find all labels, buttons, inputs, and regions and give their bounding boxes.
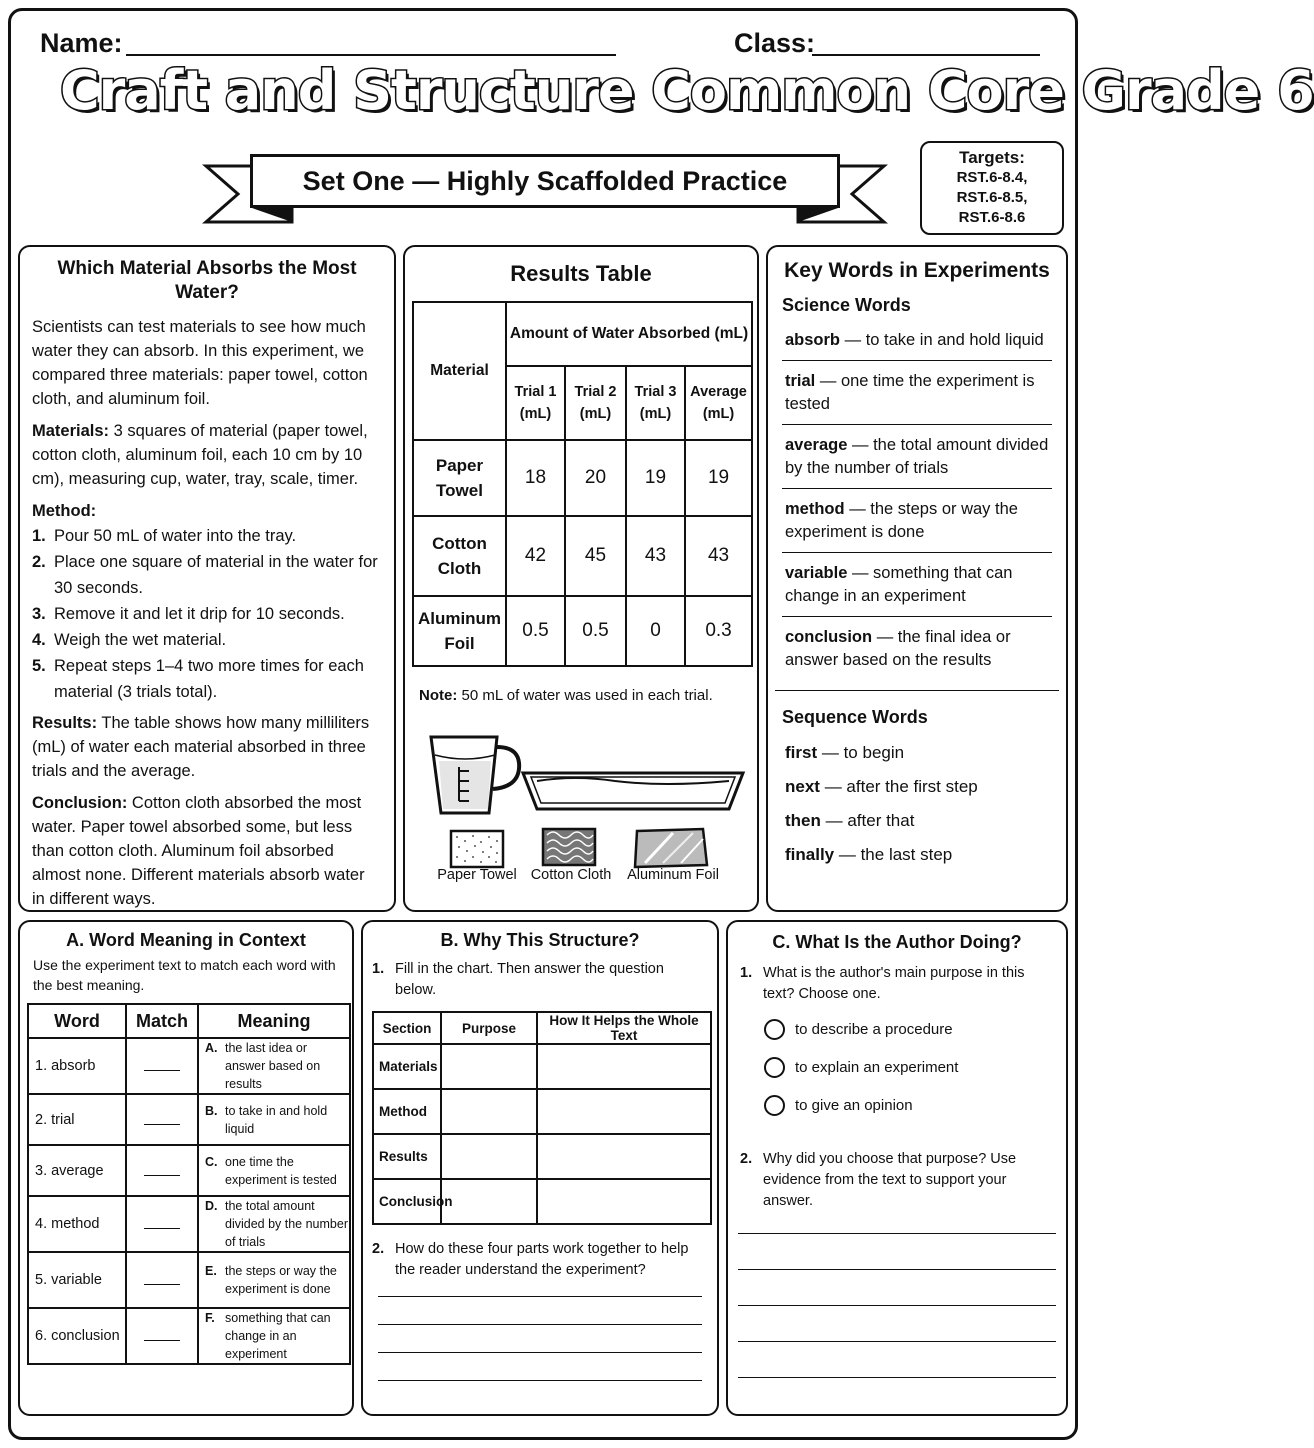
results-table (412, 301, 753, 667)
sequence-word-entry: first — to begin (785, 743, 905, 762)
aluminum-foil-label: Aluminum Foil (627, 867, 719, 883)
radio-circle[interactable] (764, 1019, 785, 1040)
tray-icon (523, 773, 743, 809)
question-2: 2. How do these four parts work together to help the reader understand the experiment? (372, 1241, 689, 1278)
method-steps (32, 523, 382, 705)
table-row: Cotton Cloth 42 45 43 43 (413, 516, 752, 596)
materials-text: 3 squares of material (paper towel, cotton cloth, aluminum foil, each 10 cm by 10 cm), measuring cup, water, tray, scale, timer. (32, 422, 368, 488)
radio-circle[interactable] (764, 1057, 785, 1078)
conclusion-label: Conclusion: (32, 794, 128, 812)
paper-towel-label: Paper Towel (437, 867, 517, 883)
section-c-panel (726, 920, 1068, 1416)
col-header: Purpose (441, 1012, 537, 1044)
table-row: Aluminum Foil 0.5 0.5 0 0.3 (413, 596, 752, 666)
helps-cell[interactable] (537, 1179, 711, 1224)
col-header: Trial 2 (mL) (565, 366, 626, 440)
table-row: Materials (373, 1044, 711, 1089)
answer-line[interactable] (378, 1325, 702, 1353)
worksheet-title: Craft and Structure Common Core Grade 6 (60, 59, 1314, 122)
table-row: 1. absorb A. the last idea or answer based on results (28, 1038, 350, 1094)
paper-towel-icon (451, 831, 503, 867)
materials-label: Materials: (32, 422, 110, 440)
col-header: Word (28, 1004, 126, 1038)
key-word-entry: method — the steps or way the experiment is done (782, 489, 1052, 553)
conclusion-paragraph (32, 791, 382, 911)
results-text: The table shows how many milliliters (mL) of water each material absorbed in three trials and the average. (32, 714, 370, 780)
option-describe[interactable]: to describe a procedure (764, 1015, 1054, 1043)
conclusion-text: Cotton cloth absorbed the most water. Paper towel absorbed some, but less than cotton cloth. Aluminum foil absorbed almost none. Different materials absorb water in different ways. (32, 794, 365, 908)
answer-line[interactable] (378, 1281, 702, 1297)
sequence-word-entry: then — after that (785, 811, 915, 830)
col-header: Average (mL) (685, 366, 752, 440)
option-opinion[interactable]: to give an opinion (764, 1091, 1054, 1119)
key-word-entry: average — the total amount divided by the number of trials (782, 425, 1052, 489)
science-words-heading: Science Words (782, 295, 911, 315)
section-c-title: C. What Is the Author Doing? (772, 932, 1022, 952)
col-group: Amount of Water Absorbed (mL) (506, 302, 752, 366)
option-explain[interactable]: to explain an experiment (764, 1053, 1054, 1081)
experiment-illustration (425, 725, 745, 905)
sequence-word-entry: next — after the first step (785, 777, 978, 796)
targets-box (920, 141, 1064, 235)
section-a-panel (18, 920, 354, 1416)
table-row: Results (373, 1134, 711, 1179)
purpose-cell[interactable] (441, 1089, 537, 1134)
results-panel (403, 245, 759, 912)
table-row: Method (373, 1089, 711, 1134)
question-1: 1. Fill in the chart. Then answer the question below. (372, 961, 664, 998)
col-header: Match (126, 1004, 198, 1038)
section-b-panel (361, 920, 719, 1416)
table-row: 6. conclusion F. something that can change in an experiment (28, 1308, 350, 1364)
key-word-entry: conclusion — the final idea or answer based on the results (785, 628, 1011, 669)
name-line[interactable] (126, 54, 616, 56)
section-a-instructions: Use the experiment text to match each word with the best meaning. (33, 957, 336, 993)
helps-cell[interactable] (537, 1089, 711, 1134)
match-blank[interactable] (144, 1057, 180, 1071)
passage-intro: Scientists can test materials to see how much water they can absorb. In this experiment, we compared three materials: paper towel, cotton cloth, and aluminum foil. (32, 318, 368, 408)
targets-title: Targets: (959, 148, 1025, 167)
method-step: 3. Remove it and let it drip for 10 seconds. (32, 605, 345, 623)
purpose-cell[interactable] (441, 1134, 537, 1179)
section-a-title: A. Word Meaning in Context (66, 930, 306, 950)
answer-line[interactable] (378, 1353, 702, 1381)
sequence-words-heading: Sequence Words (782, 707, 928, 727)
helps-cell[interactable] (537, 1134, 711, 1179)
method-step: 5. Repeat steps 1–4 two more times for each material (3 trials total). (32, 657, 364, 701)
table-row: Paper Towel 18 20 19 19 (413, 440, 752, 516)
results-note: Note: 50 mL of water was used in each trial. (419, 687, 713, 704)
question-2: 2. Why did you choose that purpose? Use evidence from the text to support your answer. (740, 1151, 1017, 1209)
table-row: 4. method D. the total amount divided by the number of trials (28, 1196, 350, 1252)
key-word-entry: variable — something that can change in an experiment (782, 553, 1052, 617)
table-row: 3. average C. one time the experiment is tested (28, 1145, 350, 1196)
helps-cell[interactable] (537, 1044, 711, 1089)
results-label: Results: (32, 714, 98, 732)
target-item: RST.6-8.6 (958, 209, 1026, 226)
key-word-entry: trial — one time the experiment is tested (782, 361, 1052, 425)
class-label: Class: (734, 28, 816, 58)
question-1: 1. What is the author's main purpose in this text? Choose one. (740, 965, 1025, 1002)
match-blank[interactable] (144, 1162, 180, 1176)
aluminum-foil-icon (635, 829, 707, 867)
key-words-title: Key Words in Experiments (784, 259, 1050, 282)
match-blank[interactable] (144, 1271, 180, 1285)
answer-line[interactable] (738, 1342, 1056, 1378)
col-header: Trial 3 (mL) (626, 366, 685, 440)
col-header: Meaning (198, 1004, 350, 1038)
col-material: Material (413, 302, 506, 440)
match-blank[interactable] (144, 1327, 180, 1341)
col-header: Trial 1 (mL) (506, 366, 565, 440)
col-header: Section (373, 1012, 441, 1044)
divider (775, 690, 1059, 691)
results-paragraph (32, 711, 382, 783)
sequence-word-entry: finally — the last step (785, 845, 953, 864)
banner-text: Set One — Highly Scaffolded Practice (250, 154, 840, 208)
target-item: RST.6-8.5, (956, 189, 1028, 206)
table-row: 5. variable E. the steps or way the experiment is done (28, 1252, 350, 1308)
purpose-cell[interactable] (441, 1179, 537, 1224)
measuring-cup-icon (431, 737, 519, 813)
banner (200, 152, 890, 224)
word-match-table (27, 1003, 351, 1365)
cotton-cloth-label: Cotton Cloth (530, 867, 612, 883)
method-step: 2. Place one square of material in the water for 30 seconds. (32, 553, 378, 597)
section-b-title: B. Why This Structure? (440, 930, 640, 950)
col-header: How It Helps the Whole Text (537, 1012, 711, 1044)
target-item: RST.6-8.4, (956, 169, 1028, 186)
match-blank[interactable] (144, 1215, 180, 1229)
structure-table (372, 1011, 712, 1225)
answer-line[interactable] (738, 1234, 1056, 1270)
key-word-entry: absorb — to take in and hold liquid (782, 324, 1052, 361)
table-row: Conclusion (373, 1179, 711, 1224)
class-line[interactable] (812, 54, 1040, 56)
table-row: 2. trial B. to take in and hold liquid (28, 1094, 350, 1145)
passage-panel (18, 245, 396, 912)
key-words-panel (766, 245, 1068, 912)
results-title: Results Table (510, 261, 652, 286)
answer-line[interactable] (738, 1212, 1056, 1234)
cotton-cloth-icon (543, 829, 595, 865)
answer-line[interactable] (738, 1270, 1056, 1306)
name-label: Name: (40, 28, 123, 58)
method-step: 4. Weigh the wet material. (32, 631, 227, 649)
method-label: Method: (32, 502, 97, 520)
method-step: 1. Pour 50 mL of water into the tray. (32, 527, 297, 545)
passage-title: Which Material Absorbs the Most Water? (57, 258, 357, 303)
answer-line[interactable] (738, 1306, 1056, 1342)
answer-line[interactable] (378, 1297, 702, 1325)
materials-paragraph (32, 419, 382, 491)
radio-circle[interactable] (764, 1095, 785, 1116)
purpose-cell[interactable] (441, 1044, 537, 1089)
match-blank[interactable] (144, 1111, 180, 1125)
